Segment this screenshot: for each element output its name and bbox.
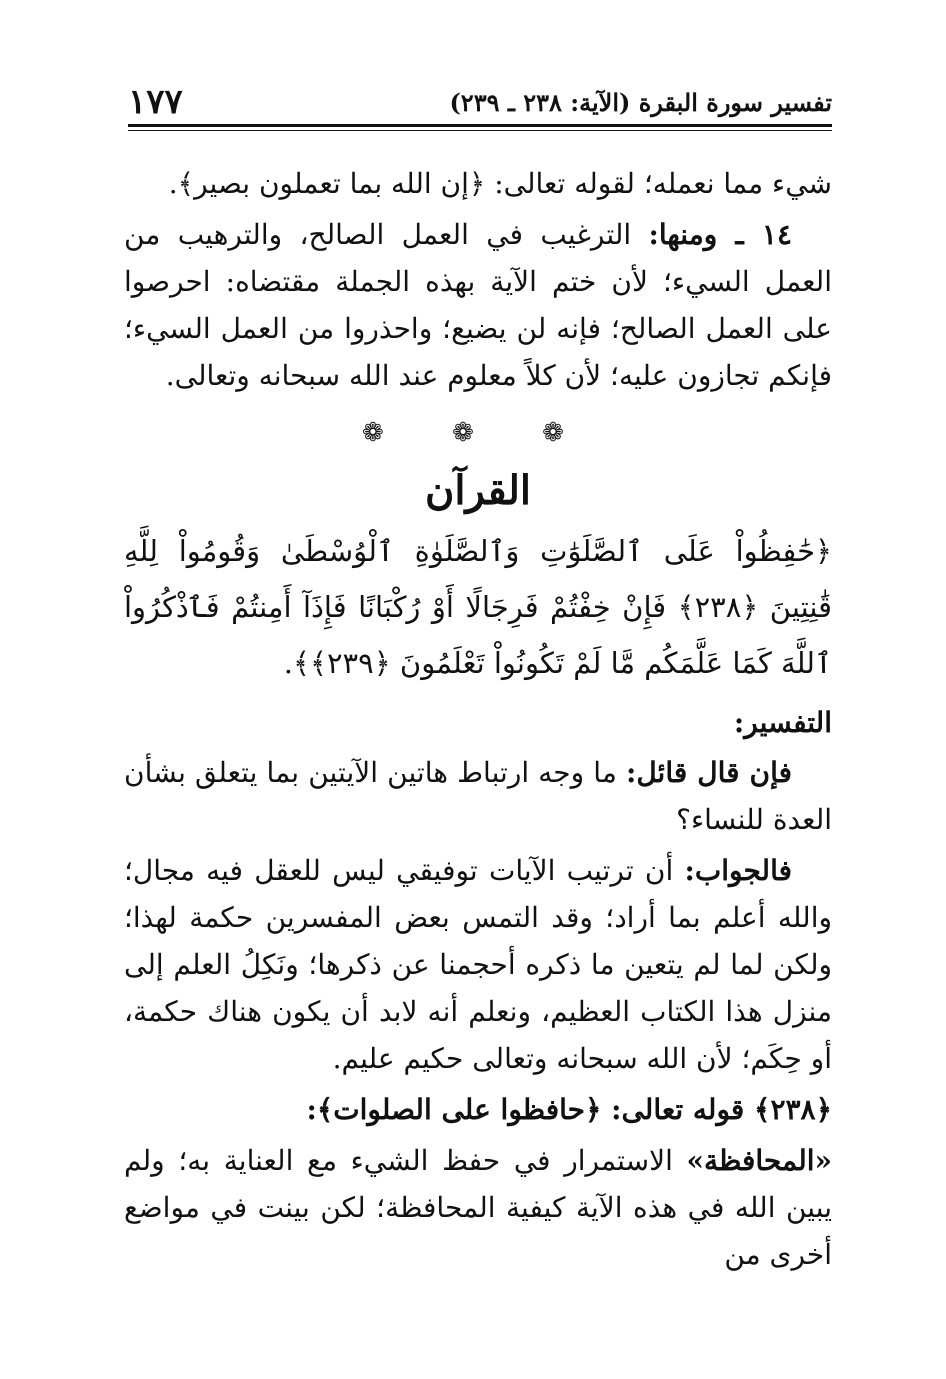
question-text: ما وجه ارتباط هاتين الآيتين بما يتعلق بشأن العدة للنساء؟: [124, 756, 832, 836]
paragraph-point-14: [124, 211, 832, 399]
quran-verses: ﴿حَٰفِظُواْ عَلَى ٱلصَّلَوَٰتِ وَٱلصَّلَوٰةِ ٱلْوُسْطَىٰ وَقُومُواْ لِلَّهِ قَٰنِتِينَ ﴿٢٣٨﴾ فَإِنْ خِفْتُمْ فَرِجَالًا أَوْ رُكْبَانًا فَإِذَآ أَمِنتُمْ فَٱذْكُرُواْ ٱللَّهَ كَمَا عَلَّمَكُم مَّا لَمْ تَكُونُواْ تَعْلَمُونَ ﴿٢٣٩﴾﴾.: [124, 534, 832, 680]
page-body: [124, 160, 832, 1282]
question-lead: فإن قال قائل:: [626, 756, 793, 789]
tafsir-answer: [124, 847, 832, 1082]
point-text: الترغيب في العمل الصالح، والترهيب من العمل السيء؛ لأن ختم الآية بهذه الجملة مقتضاه: احرصوا على العمل الصالح؛ فإنه لن يضيع؛ واحذروا من العمل السيء؛ فإنكم تجازون عليه؛ لأن كلاً معلوم عند الله سبحانه وتعالى.: [124, 218, 832, 392]
verse-238-quote: ﴿حافظوا على الصلوات﴾:: [306, 1093, 612, 1126]
section-title: القرآن: [424, 467, 532, 514]
header-rule-thin: [128, 130, 832, 131]
answer-text: أن ترتيب الآيات توفيقي ليس للعقل فيه مجال؛ والله أعلم بما أراد؛ وقد التمس بعض المفسرين حكمة لهذا؛ ولكن لما لم يتعين ما ذكره أحجمنا عن ذكرها؛ ونَكِلُ العلم إلى منزل هذا الكتاب العظيم، ونعلم أنه لابد أن يكون هناك حكمة، أو حِكَم؛ لأن الله سبحانه وتعالى حكيم عليم.: [124, 854, 832, 1075]
definition-paragraph: [124, 1137, 832, 1278]
section-separator: ❁ ❁ ❁: [362, 418, 594, 448]
tafsir-question: [124, 749, 832, 843]
definition-term: «المحافظة»: [686, 1144, 832, 1177]
tafsir-heading: التفسير:: [733, 706, 832, 739]
header-title: تفسير سورة البقرة (الآية: ٢٣٨ ـ ٢٣٩): [449, 88, 832, 117]
point-lead: ١٤ ـ ومنها:: [648, 218, 792, 251]
running-header: [128, 78, 832, 130]
paragraph-continuation: شيء مما نعمله؛ لقوله تعالى: ﴿إن الله بما تعملون بصير﴾.: [168, 167, 832, 200]
answer-lead: فالجواب:: [684, 854, 792, 887]
header-rule-thick: [128, 124, 832, 127]
verse-238-lead: ﴿٢٣٨﴾ قوله تعالى:: [611, 1093, 832, 1126]
definition-text: الاستمرار في حفظ الشيء مع العناية به؛ ولم يبين الله في هذه الآية كيفية المحافظة؛ لكن بينت في مواضع أخرى من: [124, 1144, 832, 1271]
page-number: ١٧٧: [128, 82, 183, 122]
verse-238-heading: [124, 1086, 832, 1133]
